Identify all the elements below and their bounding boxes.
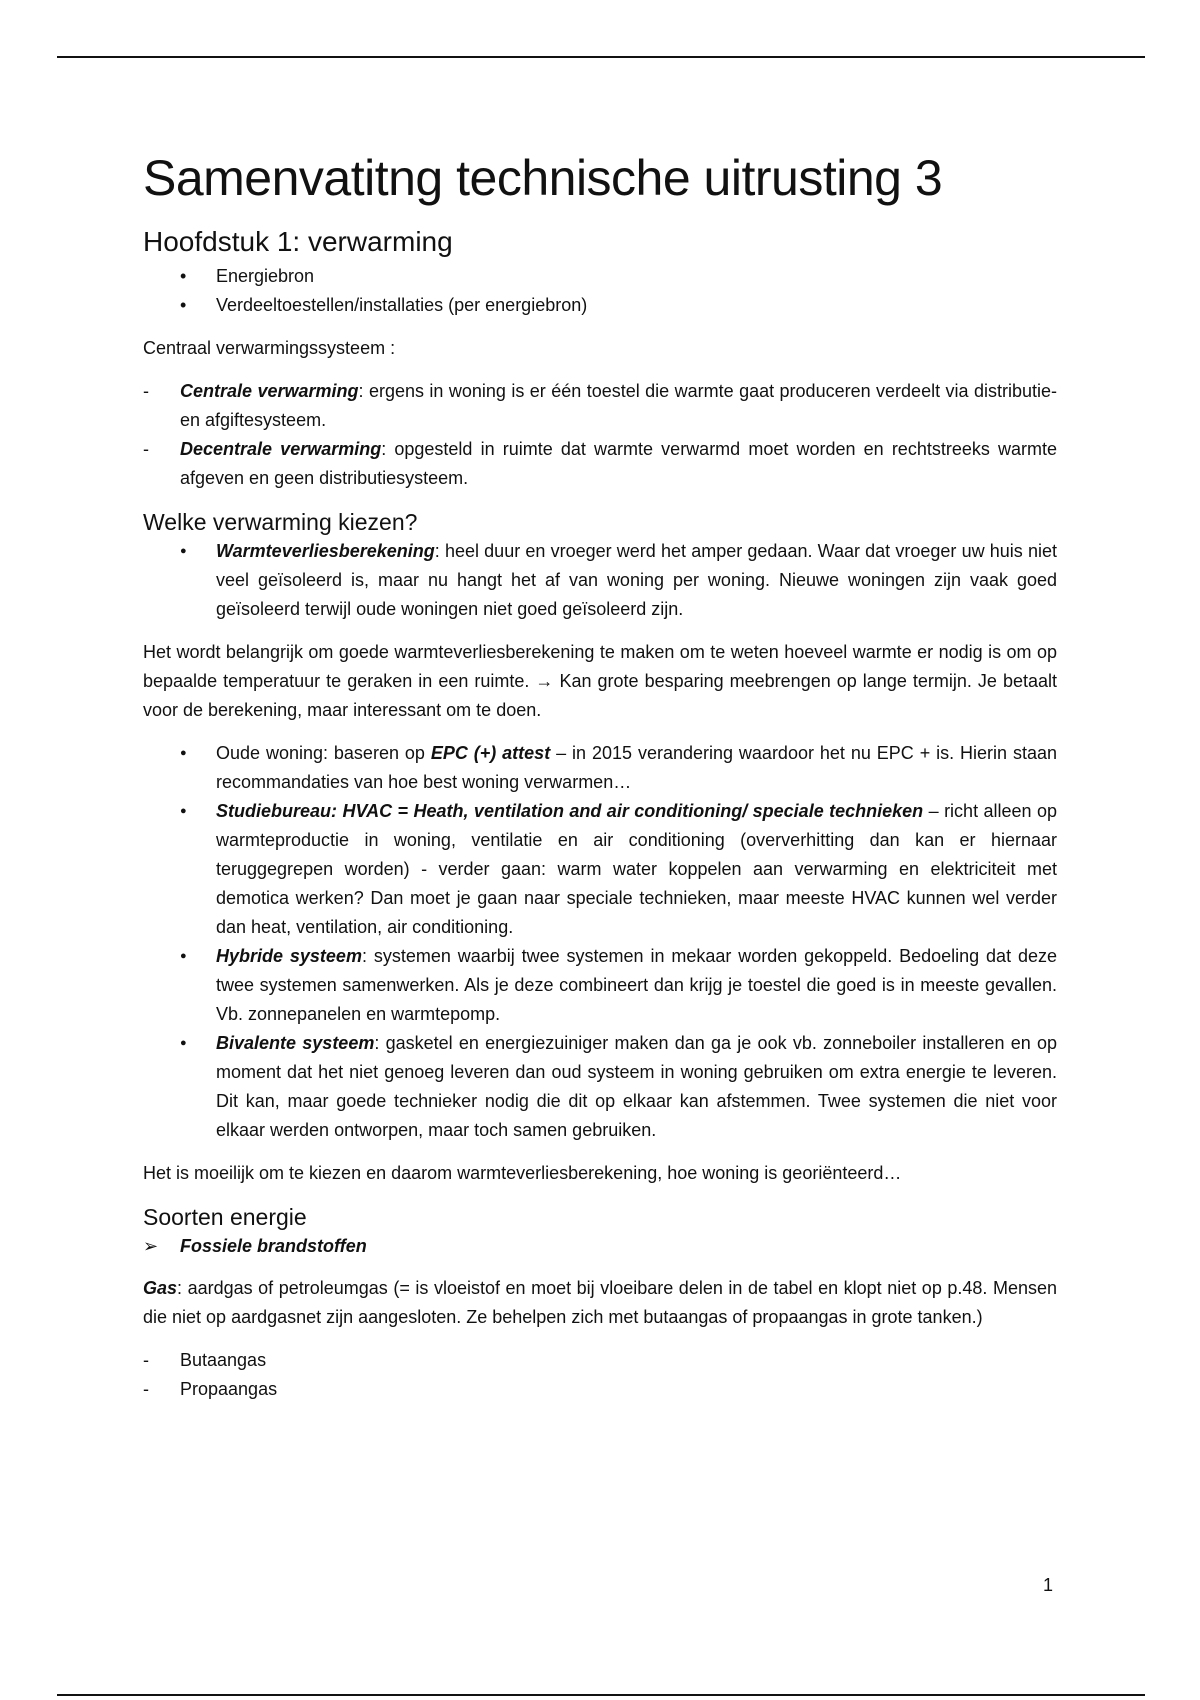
term: Fossiele brandstoffen: [180, 1236, 367, 1256]
list-item: • Energiebron: [216, 262, 1057, 291]
footer-rule: [57, 1694, 1145, 1696]
paragraph: Het wordt belangrijk om goede warmteverliesberekening te maken om te weten hoeveel warmte er nodig is om op bepaalde temperatuur te geraken in een ruimte. → Kan grote besparing meebrengen op lange termijn. Je betaalt voor de berekening, maar interessant om te doen.: [143, 642, 1057, 720]
term: EPC (+) attest: [430, 743, 551, 763]
term: Decentrale verwarming: [180, 439, 382, 459]
list-item: ● Warmteverliesberekening: heel duur en vroeger werd het amper gedaan. Waar dat vroeger uw huis niet veel geïsoleerd is, maar nu hangt het af van woning per woning. Nieuwe woningen zijn vaak goed geïsoleerd terwijl oude woningen niet goed geïsoleerd zijn.: [216, 537, 1057, 624]
term: Warmteverliesberekening: [216, 541, 435, 561]
list-item: ● Studiebureau: HVAC = Heath, ventilation and air conditioning/ speciale technieken – richt alleen op warmteproductie in woning, ventilatie en air conditioning (oververhitting dan kan er hiernaar teruggegrepen worden) - verder gaan: warm water koppelen aan verwarming en elektriciteit met demotica werken? Dan moet je gaan naar speciale technieken, maar meeste HVAC kunnen wel verder dan heat, ventilation, air conditioning.: [216, 797, 1057, 942]
list-item: - Propaangas: [180, 1375, 1057, 1404]
section-heading: Welke verwarming kiezen?: [143, 509, 418, 535]
gas-types-list: [143, 1346, 1057, 1404]
section-heading: Soorten energie: [143, 1204, 307, 1230]
gas-paragraph: Gas: aardgas of petroleumgas (= is vloeistof en moet bij vloeibare delen in de tabel en klopt niet op p.48. Mensen die niet op aardgasnet zijn aangesloten. Ze behelpen zich met butaangas of propaangas in grote tanken.): [143, 1278, 1057, 1327]
list-item: ● Oude woning: baseren op EPC (+) attest – in 2015 verandering waardoor het nu EPC + is. Hierin staan recommandaties van hoe best woning verwarmen…: [216, 739, 1057, 797]
term: Gas: [143, 1278, 178, 1298]
central-intro: Centraal verwarmingssysteem :: [143, 338, 396, 358]
list-item: • Verdeeltoestellen/installaties (per energiebron): [216, 291, 1057, 320]
header-rule: [57, 56, 1145, 58]
fossil-fuels-item: [143, 1232, 1057, 1260]
list-item: - Butaangas: [180, 1346, 1057, 1375]
arrow-bullet-icon: ➢: [143, 1236, 159, 1256]
choose-list-1: [143, 537, 1057, 624]
document-title: Samenvatitng technische uitrusting 3: [143, 150, 943, 206]
list-item: - Decentrale verwarming: opgesteld in ruimte dat warmte verwarmd moet worden en rechtstreeks warmte afgeven en geen distributiesysteem.: [180, 435, 1057, 493]
choose-list-2: [143, 739, 1057, 1145]
chapter-heading: Hoofdstuk 1: verwarming: [143, 226, 453, 257]
term: Bivalente systeem: [216, 1033, 375, 1053]
conclusion: Het is moeilijk om te kiezen en daarom warmteverliesberekening, hoe woning is georiënteerd…: [143, 1163, 902, 1183]
list-item: ● Hybride systeem: systemen waarbij twee systemen in mekaar worden gekoppeld. Bedoeling dat deze twee systemen samenwerken. Als je deze combineert dan krijg je toestel die goed is in meeste gevallen. Vb. zonnepanelen en warmtepomp.: [216, 942, 1057, 1029]
heating-types-list: [143, 377, 1057, 493]
list-item: - Centrale verwarming: ergens in woning is er één toestel die warmte gaat produceren verdeelt via distributie- en afgiftesysteem.: [180, 377, 1057, 435]
document-body: [143, 146, 1057, 1404]
list-item: ● Bivalente systeem: gasketel en energiezuiniger maken dan ga je ook vb. zonneboiler installeren en op moment dat het niet genoeg leveren dan oud systeem in woning gebruiken om extra energie te leveren. Dit kan, maar goede technieker nodig die dit op elkaar kan afstemmen. Twee systemen die niet voor elkaar werden ontworpen, maar toch samen gebruiken.: [216, 1029, 1057, 1145]
term: Studiebureau: HVAC = Heath, ventilation and air conditioning/ speciale technieken: [216, 801, 924, 821]
term: Hybride systeem: [216, 946, 362, 966]
term: Centrale verwarming: [180, 381, 359, 401]
chapter-bullet-list: [143, 262, 1057, 320]
page-number: 1: [1043, 1575, 1054, 1595]
